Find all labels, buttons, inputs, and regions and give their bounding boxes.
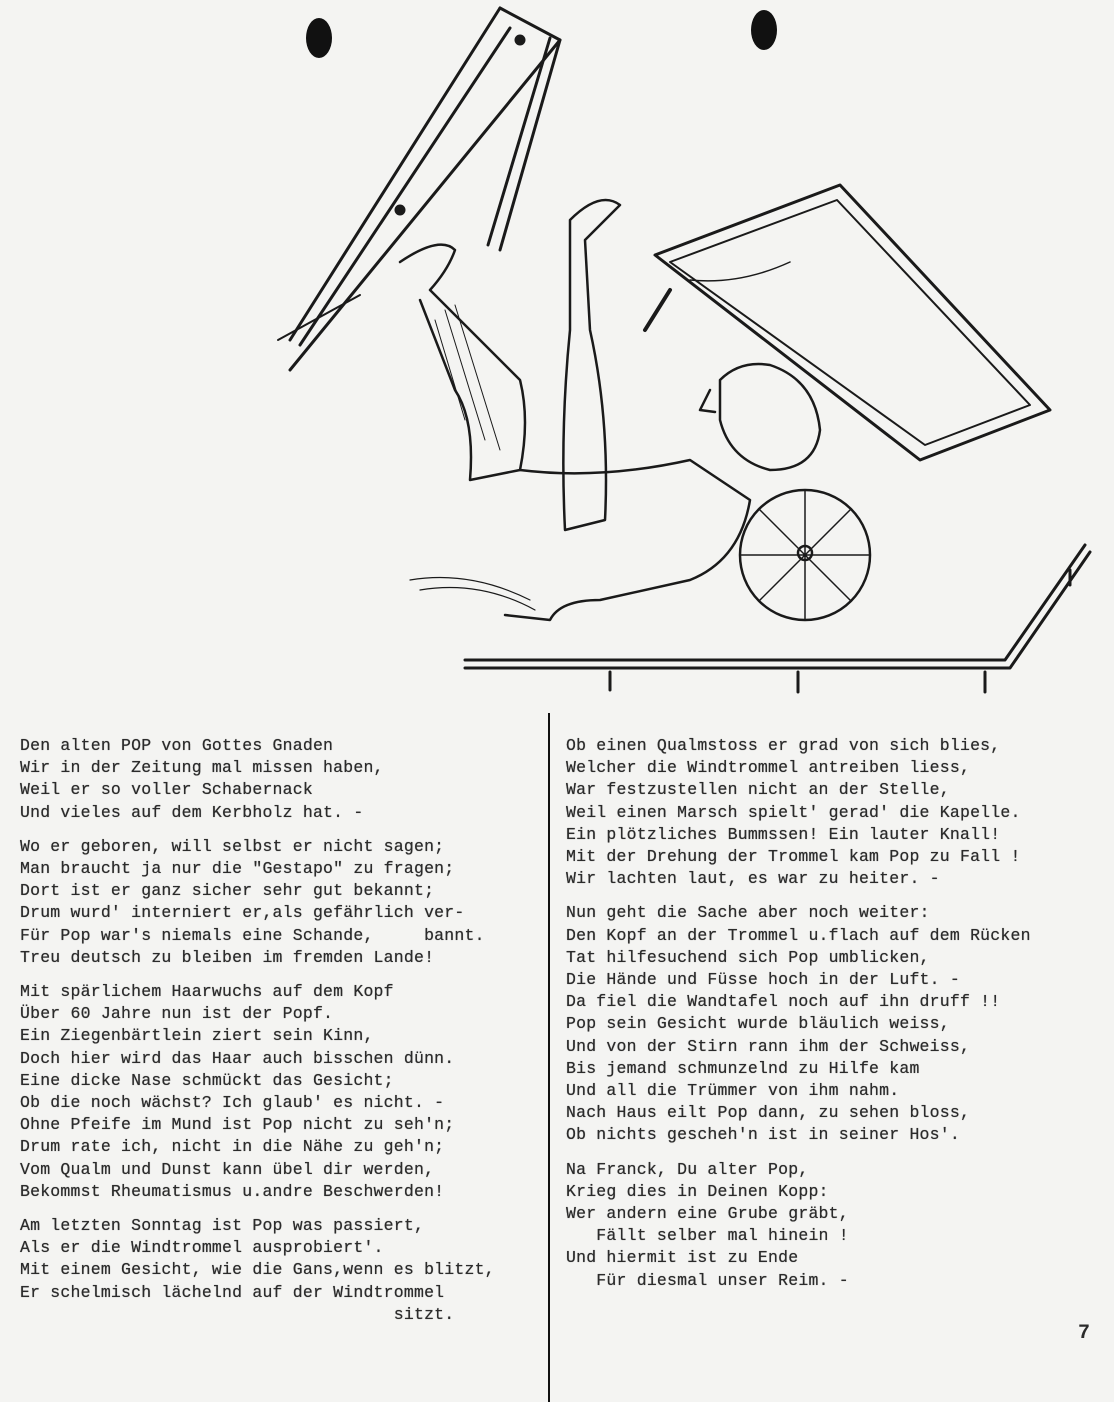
poem-line: Treu deutsch zu bleiben im fremden Lande!	[20, 947, 435, 967]
poem-line: Wo er geboren, will selbst er nicht sagen;	[20, 836, 445, 856]
poem-line: Welcher die Windtrommel antreiben liess,	[566, 758, 971, 778]
poem-line: sitzt.	[20, 1304, 455, 1324]
poem-line: Fällt selber mal hinein !	[566, 1226, 849, 1246]
poem-line: Für Pop war's niemals eine Schande, bannt.	[20, 925, 485, 945]
easel-icon	[278, 8, 560, 370]
poem-line: Eine dicke Nase schmückt das Gesicht;	[20, 1070, 394, 1090]
poem-line: Drum rate ich, nicht in die Nähe zu geh'n;	[20, 1137, 445, 1157]
poem-line: Bekommst Rheumatismus u.andre Beschwerden!	[20, 1181, 445, 1201]
poem-line: Pop sein Gesicht wurde bläulich weiss,	[566, 1014, 950, 1034]
poem-line: Wir lachten laut, es war zu heiter. -	[566, 869, 940, 889]
man-legs-icon	[400, 200, 620, 530]
drum-icon	[740, 490, 870, 620]
table-icon	[465, 545, 1090, 692]
poem-line: Ob einen Qualmstoss er grad von sich blies,	[566, 736, 1001, 755]
poem-line: Bis jemand schmunzelnd zu Hilfe kam	[566, 1058, 920, 1078]
poem-stanza	[20, 981, 540, 1203]
poem-line: Krieg dies in Deinen Kopp:	[566, 1181, 829, 1201]
poem-line: Als er die Windtrommel ausprobiert'.	[20, 1238, 384, 1258]
poem-stanza	[20, 735, 540, 824]
poem-line: Ein plötzliches Bummssen! Ein lauter Knall!	[566, 824, 1001, 844]
poem-line: Ein Ziegenbärtlein ziert sein Kinn,	[20, 1026, 374, 1046]
poem-line: Den alten POP von Gottes Gnaden	[20, 736, 334, 755]
poem-line: Dort ist er ganz sicher sehr gut bekannt;	[20, 881, 435, 901]
poem-stanza	[566, 735, 1111, 890]
poem-line: Na Franck, Du alter Pop,	[566, 1159, 809, 1179]
poem-line: Mit spärlichem Haarwuchs auf dem Kopf	[20, 982, 394, 1002]
poem-stanza	[20, 1215, 540, 1326]
poem-line: Am letzten Sonntag ist Pop was passiert,	[20, 1216, 425, 1236]
page-number: 7	[1078, 1322, 1091, 1345]
column-divider	[548, 713, 550, 1402]
poem-line: Weil er so voller Schabernack	[20, 780, 313, 800]
poem-line: Über 60 Jahre nun ist der Popf.	[20, 1004, 334, 1024]
poem-line: Da fiel die Wandtafel noch auf ihn druff !!	[566, 992, 1001, 1012]
poem-line: Doch hier wird das Haar auch bisschen dünn.	[20, 1048, 455, 1068]
poem-line: Ob nichts gescheh'n ist in seiner Hos'.	[566, 1125, 960, 1145]
cartoon-illustration	[270, 0, 1110, 700]
poem-right-column	[566, 735, 1111, 1304]
poem-line: Ohne Pfeife im Mund ist Pop nicht zu seh'n;	[20, 1115, 455, 1135]
poem-stanza	[566, 1159, 1111, 1292]
poem-line: Drum wurd' interniert er,als gefährlich ver-	[20, 903, 465, 923]
man-body-icon	[505, 364, 820, 620]
blackboard-icon	[645, 185, 1050, 460]
poem-line: Wer andern eine Grube gräbt,	[566, 1204, 849, 1224]
poem-line: Und all die Trümmer von ihm nahm.	[566, 1081, 900, 1101]
poem-line: War festzustellen nicht an der Stelle,	[566, 780, 950, 800]
poem-line: Und hiermit ist zu Ende	[566, 1248, 799, 1268]
poem-line: Mit der Drehung der Trommel kam Pop zu Fall !	[566, 847, 1021, 867]
poem-stanza	[566, 902, 1111, 1146]
poem-line: Ob die noch wächst? Ich glaub' es nicht. -	[20, 1093, 445, 1113]
poem-line: Man braucht ja nur die "Gestapo" zu fragen;	[20, 859, 455, 879]
poem-line: Und von der Stirn rann ihm der Schweiss,	[566, 1036, 971, 1056]
poem-line: Vom Qualm und Dunst kann übel dir werden,	[20, 1159, 435, 1179]
poem-line: Tat hilfesuchend sich Pop umblicken,	[566, 947, 930, 967]
poem-line: Nun geht die Sache aber noch weiter:	[566, 903, 930, 923]
poem-line: Für diesmal unser Reim. -	[566, 1270, 849, 1290]
poem-line: Wir in der Zeitung mal missen haben,	[20, 758, 384, 778]
poem-stanza	[20, 836, 540, 969]
poem-left-column	[20, 735, 540, 1338]
poem-line: Die Hände und Füsse hoch in der Luft. -	[566, 970, 960, 990]
poem-line: Den Kopf an der Trommel u.flach auf dem Rücken	[566, 925, 1031, 945]
poem-line: Weil einen Marsch spielt' gerad' die Kapelle.	[566, 802, 1021, 822]
poem-line: Nach Haus eilt Pop dann, zu sehen bloss,	[566, 1103, 971, 1123]
poem-line: Er schelmisch lächelnd auf der Windtrommel	[20, 1282, 445, 1302]
poem-line: Mit einem Gesicht, wie die Gans,wenn es blitzt,	[20, 1260, 495, 1280]
poem-line: Und vieles auf dem Kerbholz hat. -	[20, 802, 364, 822]
